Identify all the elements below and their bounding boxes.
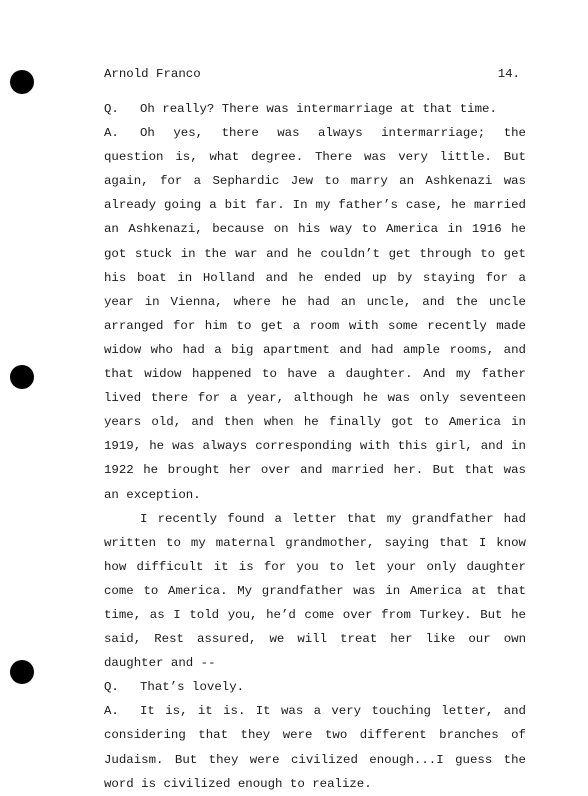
paragraph-text: That’s lovely. xyxy=(140,680,245,695)
paragraph-text: Oh yes, there was always intermarriage; the question is, what degree. There was very little. But again, for a Sephardic Jew to marry an Ashkenazi was already going a bit far. In my father’s case, he married an Ashkenazi, because on his way to America in 1916 he got stuck in the war and he couldn’t get through to get his boat in Holland and he ended up by staying for a year in Vienna, where he had an uncle, and the uncle arranged for him to get a room with some recently made widow who had a big apartment and had ample rooms, and that widow happened to have a daughter. And my father lived there for a year, although he was only seventeen years old, and then when he finally got to America in 1919, he was always corresponding with this girl, and in 1922 he brought her over and married her. But that was an exception. xyxy=(104,126,526,502)
speaker-label: A. xyxy=(104,126,119,141)
interviewee-name: Arnold Franco xyxy=(104,67,201,81)
transcript-paragraph xyxy=(104,507,526,676)
binder-hole xyxy=(10,660,34,684)
speaker-label: A. xyxy=(104,704,119,719)
paragraph-text: It is, it is. It was a very touching letter, and considering that they were two different branches of Judaism. But they were civilized enough...I guess the word is civilized enough to realize. xyxy=(104,704,526,791)
binder-hole xyxy=(10,365,34,389)
page-header xyxy=(104,64,524,84)
transcript-body xyxy=(104,97,526,796)
speaker-label: Q. xyxy=(104,102,119,116)
transcript-paragraph xyxy=(104,121,526,507)
binder-hole xyxy=(10,70,34,94)
paragraph-text: I recently found a letter that my grandfather had written to my maternal grandmother, saying that I know how difficult it is for you to let your only daughter come to America. My grandfather was in America at that time, as I told you, he’d come over from Turkey. But he said, Rest assured, we will treat her like our own daughter and -- xyxy=(104,511,526,671)
speaker-label: Q. xyxy=(104,680,119,695)
transcript-paragraph xyxy=(104,97,526,121)
transcript-paragraph xyxy=(104,675,526,699)
paragraph-text: Oh really? There was intermarriage at that time. xyxy=(140,102,497,116)
transcript-paragraph xyxy=(104,699,526,795)
page-number: 14. xyxy=(497,67,520,81)
